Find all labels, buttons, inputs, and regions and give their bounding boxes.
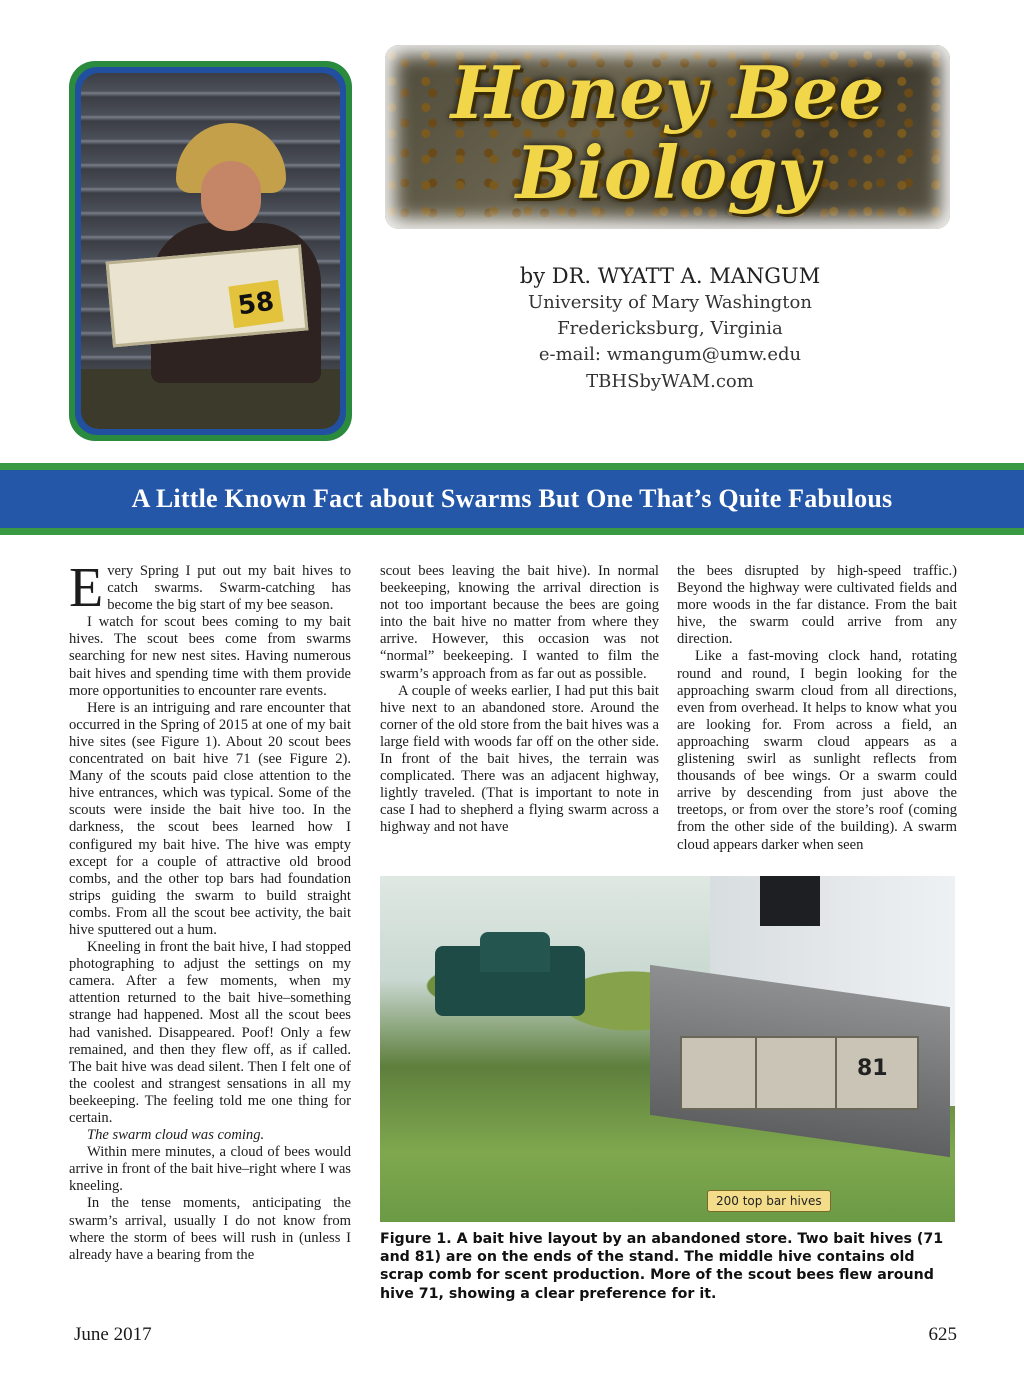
paragraph: Kneeling in front the bait hive, I had stopped photographing to adjust the settings on my camera. After a few moments, when my attention returned to the bait hive–something strange had happened. Most all the scout bees had vanished. Disappeared. Poof! Only a few remained, and then they flew off, as if called. The bait hive was dead silent. Then I felt one of the coolest and strangest sensations in all my beekeeping. The feeling told me one thing for certain. [69, 939, 351, 1126]
byline-website[interactable]: TBHSbyWAM.com [586, 371, 754, 392]
photo-truck-cab [480, 932, 550, 972]
portrait-face [201, 161, 261, 231]
byline-author: by DR. WYATT A. MANGUM [519, 264, 821, 288]
author-portrait-photo [81, 73, 340, 429]
photo-hive-number: 81 [857, 1056, 888, 1081]
byline-location: Fredericksburg, Virginia [557, 318, 783, 339]
photo-bait-hive [680, 1036, 764, 1110]
paragraph: the bees disrupted by high-speed traffic.) Beyond the highway were cultivated fields and more woods in the far distance. From the bait hive, the swarm could arrive from any direction. [677, 563, 957, 648]
paragraph: A couple of weeks earlier, I had put this bait hive next to an abandoned store. Around the corner of the old store from the bait hives was a large field with woods far off on the other side. In front of the bait hives, the terrain was complicated. There was an adjacent highway, lightly traveled. (That is important to note in case I had to shepherd a flying swarm across a highway and not have [380, 682, 659, 836]
photo-window [760, 876, 820, 926]
author-portrait-border [75, 67, 346, 435]
paragraph: Like a fast-moving clock hand, rotating round and round, I begin looking for the approaching swarm cloud from all directions, even from overhead. It helps to know what you are looking for. From across a field, an approaching swarm cloud appears as a glistening swirl as sunlight reflects from thousands of bee wings. Or a swarm could arrive by descending from just above the treetops, or from over the store’s roof (coming from the other side of the building). A swarm cloud appears darker when seen [677, 648, 957, 853]
article-column-3 [677, 563, 957, 854]
paragraph: Here is an intriguing and rare encounter that occurred in the Spring of 2015 at one of my bait hive sites (see Figure 1). About 20 scout bees concentrated on bait hive 71 (see Figure 2). Many of the scouts paid close attention to the hive entrances, which was typical. Some of the scouts were inside the bait hive too. In the darkness, the scout bees learned how I configured my bait hive. The hive was empty except for a couple of attractive old brood combs, and the other top bars had foundation strips guiding the swarm to build straight combs. From all the scout bee activity, the bait hive sputtered out a hum. [69, 699, 351, 938]
paragraph: I watch for scout bees coming to my bait hives. The scout bees come from swarms searching for new nest sites. Having numerous bait hives and spending time with them provide more opportunities to encounter rare events. [69, 614, 351, 699]
figure-1-photo [380, 876, 955, 1222]
paragraph: In the tense moments, anticipating the swarm’s arrival, usually I do not know from where the storm of bees will rush in (unless I already have a bearing from the [69, 1195, 351, 1263]
page-number: 625 [928, 1324, 957, 1345]
column-banner [385, 45, 950, 229]
paragraph: Within mere minutes, a cloud of bees would arrive in front of the bait hive–right where I was kneeling. [69, 1144, 351, 1195]
banner-title: Honey Bee Biology [450, 50, 885, 215]
author-portrait-frame [69, 61, 352, 441]
paragraph: scout bees leaving the bait hive). In normal beekeeping, knowing the arrival direction is not too important because the bees are going into the bait hive no matter from where they arrive. However, this occasion was not “normal” beekeeping. I wanted to film the swarm’s approach from as far out as possible. [380, 563, 659, 682]
headline-bar [0, 470, 1024, 528]
stripe-green-top [0, 463, 1024, 470]
photo-label: 200 top bar hives [707, 1190, 831, 1212]
byline-email[interactable]: e-mail: wmangum@umw.edu [538, 344, 802, 365]
paragraph-emphasis: The swarm cloud was coming. [87, 1127, 265, 1144]
drop-cap: E [69, 557, 104, 619]
footer-date: June 2017 [74, 1324, 152, 1345]
stripe-green-bottom [0, 528, 1024, 535]
article-column-2 [380, 563, 659, 837]
paragraph: Every Spring I put out my bait hives to catch swarms. Swarm-catching has become the big start of my bee season. [69, 557, 351, 619]
figure-1-caption: Figure 1. A bait hive layout by an abandoned store. Two bait hives (71 and 81) are on the ends of the stand. The middle hive contains old scrap comb for scent production. More of the scout bees flew around hive 71, showing a clear preference for it. [380, 1231, 944, 1302]
byline-affiliation: University of Mary Washington [528, 292, 812, 313]
portrait-hive-number: 58 [228, 280, 283, 329]
article-column-1 [69, 557, 351, 1264]
photo-bait-hive [835, 1036, 919, 1110]
photo-bait-hive [755, 1036, 839, 1110]
article-headline: A Little Known Fact about Swarms But One That’s Quite Fabulous [131, 484, 893, 513]
